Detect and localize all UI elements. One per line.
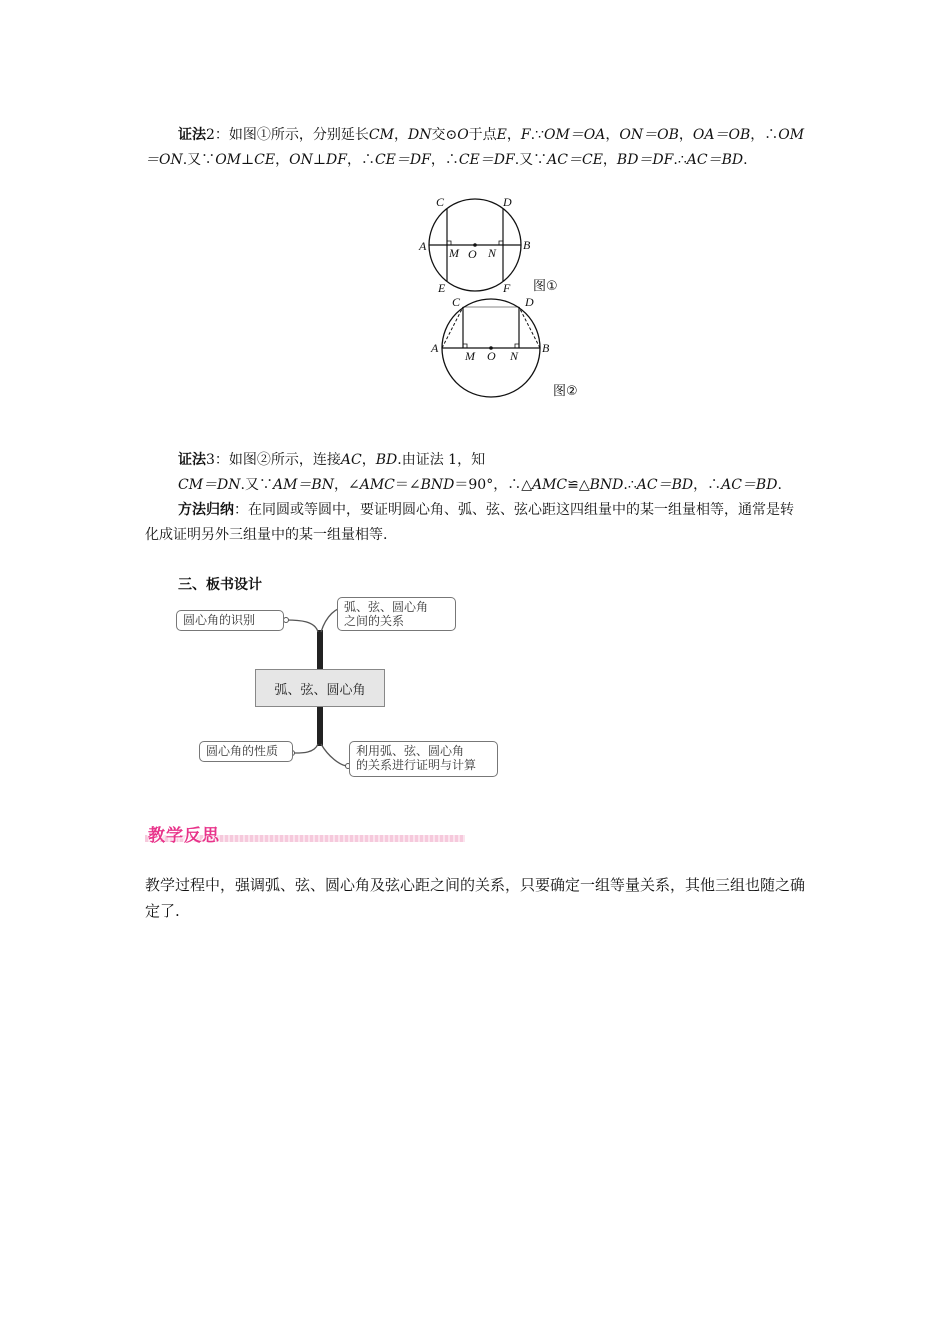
figure2-label-o: O (487, 349, 496, 363)
figure2-label-a: A (431, 341, 439, 355)
figure2-segment-ac (442, 307, 463, 348)
figure2-label-d: D (525, 295, 534, 309)
figure2-right-angle-m (463, 344, 467, 348)
proof3-line2: CM＝DN.又∵AM＝BN，∠AMC＝∠BND＝90°，∴△AMC≌△BND.∴AC＝BD，∴AC＝BD. (178, 477, 782, 493)
figure1-label-b: B (523, 238, 531, 252)
reflection-text: 教学过程中，强调弧、弦、圆心角及弦心距之间的关系，只要确定一组等量关系，其他三组也随之确定了. (145, 876, 806, 920)
box-center-title: 弧、弦、圆心角 (255, 669, 385, 707)
figure1-label-a: A (419, 239, 427, 253)
figure-2 (426, 294, 596, 402)
figure2-label-c: C (452, 295, 461, 309)
figure1-right-angle-m (447, 241, 451, 245)
figure2-label-m: M (465, 349, 475, 363)
figure1-caption: 图① (533, 279, 558, 294)
proof3-label: 证法 (178, 452, 206, 468)
connector-left-bottom (292, 744, 318, 753)
figure1-label-n: N (488, 246, 497, 260)
connector-right-bottom (321, 744, 348, 766)
figure1-label-e: E (438, 281, 446, 295)
figure1-label-f: F (503, 281, 511, 295)
figure2-segment-bd (519, 307, 540, 348)
figure1-label-d: D (503, 195, 512, 209)
figure-1 (410, 192, 580, 296)
node-left-top (284, 618, 289, 623)
figure1-label-m: M (449, 246, 459, 260)
box-central-angle-identify: 圆心角的识别 (176, 610, 284, 631)
proof3-line1: 证法3：如图②所示，连接AC，BD.由证法 1，知 (178, 452, 486, 468)
figure2-label-b: B (542, 341, 550, 355)
method-summary: 方法归纳：在同圆或等圆中，要证明圆心角、弧、弦、弦心距这四组量中的某一组量相等，通常是转化成证明另外三组量中的某一组量相等. (145, 502, 794, 543)
figure2-caption: 图② (553, 384, 578, 399)
box-relation: 弧、弦、圆心角 之间的关系 (337, 597, 456, 631)
figure2-label-n: N (510, 349, 519, 363)
proof2-label: 证法 (178, 127, 206, 143)
proof2-paragraph: 证法2：如图①所示，分别延长CM，DN交⊙O于点E，F.∵OM＝OA，ON＝OB，OA＝OB，∴OM＝ON.又∵OM⊥CE，ON⊥DF，∴CE＝DF，∴CE＝DF.又∵AC＝CE，BD＝DF.∴AC＝BD. (145, 127, 805, 168)
box-central-angle-property: 圆心角的性质 (199, 741, 293, 762)
method-label: 方法归纳 (178, 502, 234, 518)
figure1-label-o: O (468, 247, 477, 261)
board-heading: 三、板书设计 (178, 577, 262, 593)
reflection-banner (145, 822, 465, 844)
figure1-label-c: C (436, 195, 445, 209)
reflection-title: 教学反思 (148, 826, 220, 846)
connector-left-top (286, 620, 318, 632)
figure1-right-angle-n (499, 241, 503, 245)
box-application: 利用弧、弦、圆心角 的关系进行证明与计算 (349, 741, 498, 777)
